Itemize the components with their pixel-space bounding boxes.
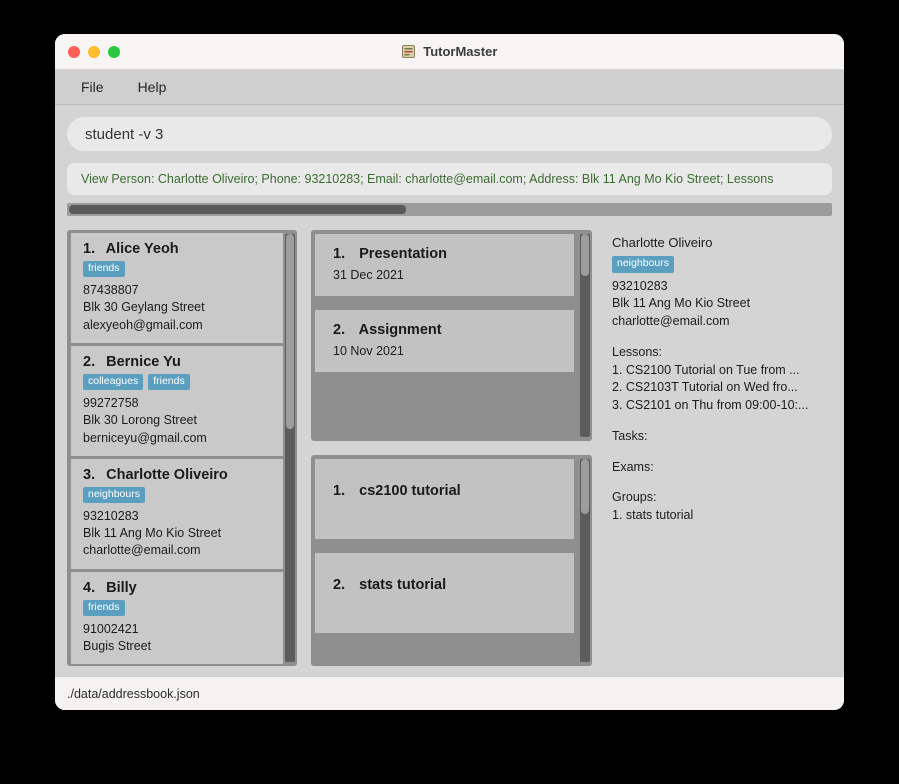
horizontal-scrollbar[interactable] bbox=[67, 203, 832, 216]
app-window bbox=[55, 34, 844, 710]
person-address: Bugis Street bbox=[83, 639, 152, 653]
middle-column bbox=[311, 230, 592, 666]
detail-tags bbox=[612, 256, 830, 272]
group-list-panel bbox=[311, 455, 592, 666]
detail-email: charlotte@email.com bbox=[612, 314, 730, 329]
task-list-panel bbox=[311, 230, 592, 441]
person-phone: 99272758 bbox=[83, 396, 139, 410]
window-controls bbox=[55, 46, 120, 58]
person-phone: 87438807 bbox=[83, 283, 139, 298]
person-tags bbox=[83, 374, 273, 390]
status-badge: neighbours bbox=[612, 256, 674, 272]
group-title-row bbox=[333, 577, 560, 593]
task-date: 31 Dec 2021 bbox=[333, 268, 404, 282]
person-phone: 93210283 bbox=[83, 508, 139, 523]
group-title-row bbox=[333, 483, 560, 499]
task-title-row bbox=[333, 322, 560, 338]
minimize-button[interactable] bbox=[88, 46, 100, 58]
detail-exams-label: Exams: bbox=[612, 459, 654, 474]
maximize-button[interactable] bbox=[108, 46, 120, 58]
group-title: cs2100 tutorial bbox=[359, 483, 461, 499]
list-item[interactable] bbox=[315, 553, 574, 633]
person-address: Blk 30 Geylang Street bbox=[83, 300, 205, 315]
group-title: stats tutorial bbox=[359, 577, 447, 593]
group-list-scrollbar-thumb[interactable] bbox=[581, 459, 589, 514]
person-email: berniceyu@gmail.com bbox=[83, 430, 207, 445]
group-list-scrollbar[interactable] bbox=[580, 459, 590, 662]
detail-lesson-item: 1. CS2100 Tutorial on Tue from ... bbox=[612, 362, 800, 377]
detail-name: Charlotte Oliveiro bbox=[612, 235, 713, 250]
group-index: 2. bbox=[333, 577, 346, 593]
status-badge: neighbours bbox=[83, 487, 145, 503]
list-item[interactable] bbox=[71, 572, 283, 665]
detail-lesson-item: 2. CS2103T Tutorial on Wed fro... bbox=[612, 380, 798, 395]
task-title: Presentation bbox=[359, 246, 447, 262]
person-tags bbox=[83, 261, 273, 277]
list-item[interactable] bbox=[315, 459, 574, 539]
group-index: 1. bbox=[333, 483, 346, 499]
person-detail-panel bbox=[606, 230, 832, 666]
status-badge: colleagues bbox=[83, 374, 143, 390]
window-title-group bbox=[55, 44, 844, 59]
panels-row bbox=[67, 230, 832, 676]
close-button[interactable] bbox=[68, 46, 80, 58]
person-index: 2. bbox=[83, 353, 96, 370]
person-name: Bernice Yu bbox=[106, 353, 181, 370]
detail-address: Blk 11 Ang Mo Kio Street bbox=[612, 296, 751, 311]
person-list bbox=[67, 230, 297, 666]
app-icon bbox=[402, 45, 415, 58]
person-name-row bbox=[83, 467, 273, 483]
detail-lessons-label: Lessons: bbox=[612, 344, 663, 359]
status-badge: friends bbox=[148, 374, 190, 390]
window-title: TutorMaster bbox=[423, 44, 498, 59]
task-list-scrollbar-thumb[interactable] bbox=[581, 234, 589, 276]
person-phone: 91002421 bbox=[83, 621, 139, 636]
task-list-scrollbar[interactable] bbox=[580, 234, 590, 437]
detail-lesson-item: 3. CS2101 on Thu from 09:00-10:... bbox=[612, 398, 809, 413]
person-index: 1. bbox=[83, 241, 96, 257]
task-title: Assignment bbox=[358, 322, 442, 338]
status-bar bbox=[55, 676, 844, 710]
list-item[interactable] bbox=[71, 346, 283, 456]
detail-phone: 93210283 bbox=[612, 278, 668, 293]
list-item[interactable] bbox=[71, 233, 283, 343]
person-name: Charlotte Oliveiro bbox=[106, 466, 228, 483]
detail-tasks-label: Tasks: bbox=[612, 428, 648, 443]
person-email: alexyeoh@gmail.com bbox=[83, 317, 203, 332]
person-address: Blk 30 Lorong Street bbox=[83, 413, 197, 428]
person-name: Alice Yeoh bbox=[105, 241, 179, 257]
person-email: charlotte@email.com bbox=[83, 543, 201, 558]
app-body bbox=[55, 105, 844, 676]
task-title-row bbox=[333, 246, 560, 262]
person-list-panel bbox=[67, 230, 297, 666]
title-bar bbox=[55, 34, 844, 70]
result-display: View Person: Charlotte Oliveiro; Phone: 93210283; Email: charlotte@email.com; Address: Blk 11 Ang Mo Kio Street; Lessons bbox=[67, 163, 832, 195]
task-date: 10 Nov 2021 bbox=[333, 344, 404, 358]
person-tags bbox=[83, 600, 273, 616]
person-tags bbox=[83, 487, 273, 503]
person-name-row bbox=[83, 354, 273, 370]
status-badge: friends bbox=[83, 261, 125, 277]
menu-bar bbox=[55, 70, 844, 105]
person-address: Blk 11 Ang Mo Kio Street bbox=[83, 526, 222, 541]
person-list-scrollbar-thumb[interactable] bbox=[286, 234, 294, 429]
list-item[interactable] bbox=[315, 310, 574, 372]
save-location-path: ./data/addressbook.json bbox=[67, 686, 200, 701]
person-list-scrollbar[interactable] bbox=[285, 234, 295, 662]
horizontal-scrollbar-thumb[interactable] bbox=[69, 205, 406, 214]
detail-groups-label: Groups: bbox=[612, 490, 657, 505]
list-item[interactable] bbox=[71, 459, 283, 569]
list-item[interactable] bbox=[315, 234, 574, 296]
task-index: 1. bbox=[333, 246, 346, 262]
menu-help[interactable]: Help bbox=[137, 79, 167, 95]
detail-group-item: 1. stats tutorial bbox=[612, 508, 694, 523]
command-input[interactable]: student -v 3 bbox=[67, 117, 832, 151]
task-index: 2. bbox=[333, 322, 346, 338]
person-index: 4. bbox=[83, 579, 96, 596]
person-name-row bbox=[83, 580, 273, 596]
person-index: 3. bbox=[83, 466, 96, 483]
person-name-row bbox=[83, 241, 273, 257]
menu-file[interactable]: File bbox=[81, 79, 104, 95]
status-badge: friends bbox=[83, 600, 125, 616]
person-name: Billy bbox=[106, 579, 137, 596]
